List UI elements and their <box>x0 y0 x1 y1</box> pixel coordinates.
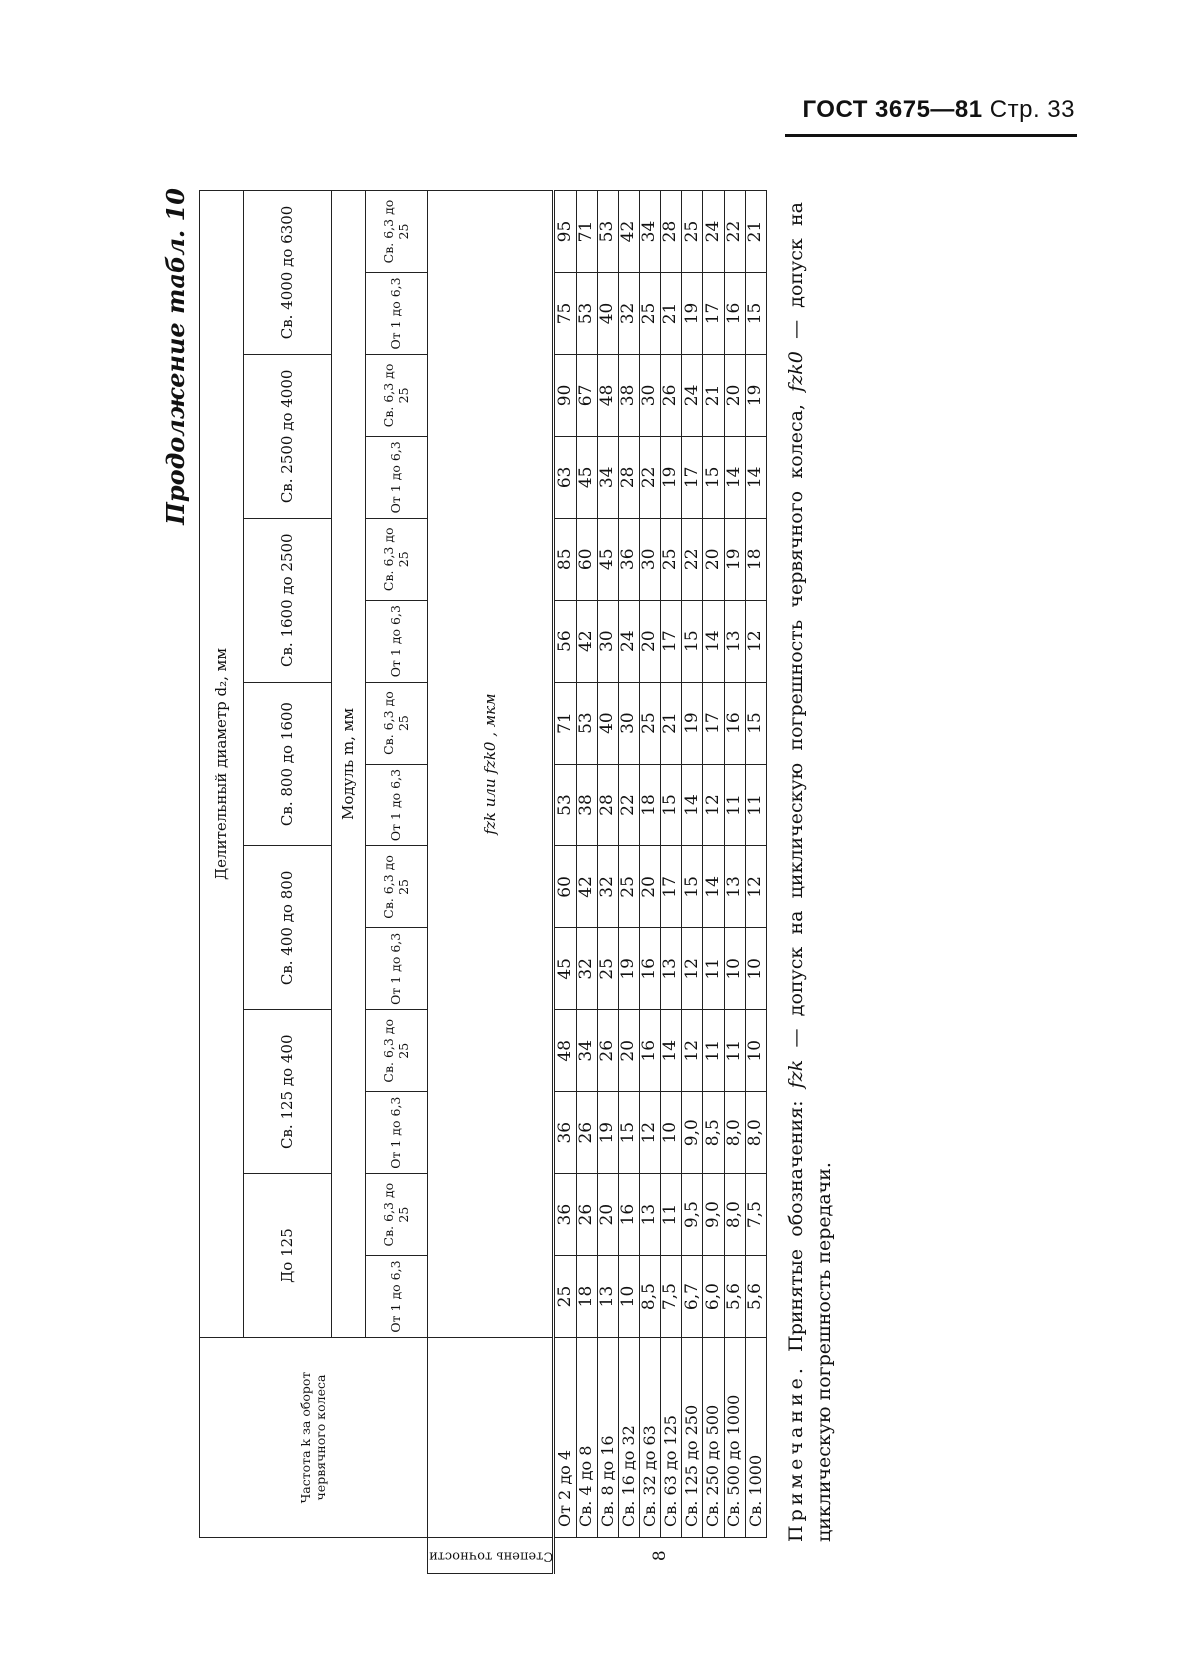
value-cell: 22 <box>618 764 639 846</box>
note-block <box>783 202 838 1542</box>
value-cell: 67 <box>576 354 597 436</box>
value-cell: 25 <box>554 1256 576 1338</box>
table-row <box>724 191 745 1574</box>
value-cell: 12 <box>745 600 766 682</box>
value-cell: 12 <box>703 764 724 846</box>
value-cell: 11 <box>703 1010 724 1092</box>
value-cell: 26 <box>597 1010 618 1092</box>
value-cell: 22 <box>639 436 660 518</box>
value-cell: 18 <box>639 764 660 846</box>
value-cell: 30 <box>639 354 660 436</box>
value-cell: 15 <box>703 436 724 518</box>
module-range-cell: От 1 до 6,3 <box>366 1256 428 1338</box>
value-cell: 36 <box>554 1174 576 1256</box>
value-cell: 14 <box>703 846 724 928</box>
degree-cell: 8 <box>554 1538 767 1574</box>
value-cell: 30 <box>639 518 660 600</box>
value-cell: 95 <box>554 191 576 273</box>
value-cell: 15 <box>682 846 703 928</box>
value-cell: 32 <box>597 846 618 928</box>
value-cell: 45 <box>554 928 576 1010</box>
table-row <box>618 191 639 1574</box>
value-cell: 7,5 <box>745 1174 766 1256</box>
value-cell: 14 <box>661 1010 682 1092</box>
value-cell: 25 <box>597 928 618 1010</box>
value-cell: 13 <box>724 600 745 682</box>
module-range-cell: Св. 6,3 до 25 <box>366 1174 428 1256</box>
value-cell: 14 <box>745 436 766 518</box>
value-cell: 63 <box>554 436 576 518</box>
freq-cell: Св. 1000 <box>745 1338 766 1538</box>
value-cell: 71 <box>554 682 576 764</box>
value-cell: 11 <box>724 764 745 846</box>
value-cell: 30 <box>597 600 618 682</box>
value-cell: 30 <box>618 682 639 764</box>
note-symbol-fzk0: fzk0 <box>785 351 807 392</box>
table-row <box>703 191 724 1574</box>
value-cell: 28 <box>597 764 618 846</box>
freq-header-cell <box>200 1338 428 1538</box>
value-cell: 38 <box>576 764 597 846</box>
value-cell: 18 <box>576 1256 597 1338</box>
value-cell: 21 <box>661 682 682 764</box>
value-cell: 48 <box>554 1010 576 1092</box>
value-cell: 53 <box>576 682 597 764</box>
unit-header-cell <box>428 191 554 1338</box>
value-cell: 42 <box>576 846 597 928</box>
freq-cell: Св. 4 до 8 <box>576 1338 597 1538</box>
table-row <box>745 191 766 1574</box>
value-cell: 15 <box>682 600 703 682</box>
value-cell: 7,5 <box>661 1256 682 1338</box>
value-cell: 16 <box>639 1010 660 1092</box>
table-row <box>682 191 703 1574</box>
diameter-range-cell: Св. 1600 до 2500 <box>244 518 332 682</box>
table-row <box>554 191 576 1574</box>
value-cell: 25 <box>639 273 660 355</box>
value-cell: 53 <box>597 191 618 273</box>
module-range-cell: От 1 до 6,3 <box>366 273 428 355</box>
freq-cell: Св. 500 до 1000 <box>724 1338 745 1538</box>
value-cell: 17 <box>682 436 703 518</box>
rotated-page-area <box>155 182 1010 1582</box>
value-cell: 17 <box>703 273 724 355</box>
page-number: Стр. 33 <box>989 96 1075 123</box>
module-header: Модуль m, мм <box>332 191 366 1338</box>
note-text-3: — допуск на циклическую погрешность передачи. <box>785 201 835 1542</box>
value-cell: 40 <box>597 273 618 355</box>
value-cell: 36 <box>618 518 639 600</box>
value-cell: 19 <box>661 436 682 518</box>
value-cell: 14 <box>724 436 745 518</box>
value-cell: 19 <box>745 354 766 436</box>
value-cell: 19 <box>682 682 703 764</box>
value-cell: 90 <box>554 354 576 436</box>
value-cell: 10 <box>618 1256 639 1338</box>
value-cell: 16 <box>618 1174 639 1256</box>
freq-cell: Св. 125 до 250 <box>682 1338 703 1538</box>
value-cell: 85 <box>554 518 576 600</box>
module-range-cell: От 1 до 6,3 <box>366 764 428 846</box>
degree-header-cell: Степень точности <box>428 1538 554 1574</box>
value-cell: 75 <box>554 273 576 355</box>
value-cell: 42 <box>576 600 597 682</box>
value-cell: 53 <box>576 273 597 355</box>
value-cell: 12 <box>682 1010 703 1092</box>
module-range-cell: Св. 6,3 до 25 <box>366 1010 428 1092</box>
value-cell: 25 <box>639 682 660 764</box>
value-cell: 38 <box>618 354 639 436</box>
value-cell: 13 <box>661 928 682 1010</box>
value-cell: 15 <box>745 682 766 764</box>
diameter-range-cell: До 125 <box>244 1174 332 1338</box>
value-cell: 25 <box>682 191 703 273</box>
value-cell: 71 <box>576 191 597 273</box>
value-cell: 25 <box>618 846 639 928</box>
value-cell: 45 <box>597 518 618 600</box>
value-cell: 16 <box>639 928 660 1010</box>
diameter-range-cell: Св. 800 до 1600 <box>244 682 332 846</box>
table-row <box>597 191 618 1574</box>
value-cell: 8,5 <box>639 1256 660 1338</box>
value-cell: 10 <box>745 1010 766 1092</box>
unit-spacer <box>428 1338 554 1538</box>
value-cell: 11 <box>745 764 766 846</box>
value-cell: 10 <box>661 1092 682 1174</box>
value-cell: 12 <box>639 1092 660 1174</box>
value-cell: 34 <box>576 1010 597 1092</box>
diameter-range-cell: Св. 125 до 400 <box>244 1010 332 1174</box>
value-cell: 20 <box>639 600 660 682</box>
value-cell: 15 <box>745 273 766 355</box>
value-cell: 19 <box>724 518 745 600</box>
value-cell: 20 <box>639 846 660 928</box>
module-range-cell: Св. 6,3 до 25 <box>366 518 428 600</box>
value-cell: 32 <box>618 273 639 355</box>
value-cell: 5,6 <box>724 1256 745 1338</box>
rotated-content <box>155 182 1010 1582</box>
unit-header: fzk или fzk0 , мкм <box>480 693 499 835</box>
note-label: Примечание. <box>785 1364 807 1542</box>
value-cell: 22 <box>724 191 745 273</box>
value-cell: 48 <box>597 354 618 436</box>
value-cell: 13 <box>724 846 745 928</box>
value-cell: 26 <box>661 354 682 436</box>
value-cell: 19 <box>682 273 703 355</box>
degree-header-spacer <box>200 1538 428 1574</box>
value-cell: 34 <box>639 191 660 273</box>
value-cell: 42 <box>618 191 639 273</box>
freq-cell: Св. 8 до 16 <box>597 1338 618 1538</box>
value-cell: 24 <box>618 600 639 682</box>
value-cell: 11 <box>703 928 724 1010</box>
diameter-header: Делительный диаметр d₂, мм <box>200 191 244 1338</box>
value-cell: 15 <box>618 1092 639 1174</box>
value-cell: 14 <box>682 764 703 846</box>
page-header <box>803 96 1075 124</box>
value-cell: 13 <box>597 1256 618 1338</box>
module-range-cell: Св. 6,3 до 25 <box>366 191 428 273</box>
value-cell: 20 <box>724 354 745 436</box>
value-cell: 20 <box>618 1010 639 1092</box>
freq-cell: Св. 16 до 32 <box>618 1338 639 1538</box>
value-cell: 25 <box>661 518 682 600</box>
value-cell: 5,6 <box>745 1256 766 1338</box>
diameter-range-cell: Св. 2500 до 4000 <box>244 354 332 518</box>
value-cell: 24 <box>703 191 724 273</box>
value-cell: 45 <box>576 436 597 518</box>
value-cell: 32 <box>576 928 597 1010</box>
value-cell: 17 <box>703 682 724 764</box>
value-cell: 8,0 <box>745 1092 766 1174</box>
value-cell: 19 <box>618 928 639 1010</box>
value-cell: 28 <box>618 436 639 518</box>
table-row <box>576 191 597 1574</box>
table-continuation-label: Продолжение табл. 10 <box>161 188 190 525</box>
value-cell: 21 <box>745 191 766 273</box>
value-cell: 20 <box>597 1174 618 1256</box>
value-cell: 12 <box>682 928 703 1010</box>
standard-number: ГОСТ 3675—81 <box>802 96 983 123</box>
value-cell: 26 <box>576 1174 597 1256</box>
value-cell: 8,0 <box>724 1174 745 1256</box>
value-cell: 9,0 <box>682 1092 703 1174</box>
value-cell: 19 <box>597 1092 618 1174</box>
freq-cell: Св. 32 до 63 <box>639 1338 660 1538</box>
value-cell: 28 <box>661 191 682 273</box>
freq-cell: Св. 250 до 500 <box>703 1338 724 1538</box>
value-cell: 21 <box>661 273 682 355</box>
value-cell: 10 <box>745 928 766 1010</box>
module-range-cell: От 1 до 6,3 <box>366 1092 428 1174</box>
module-range-cell: Св. 6,3 до 25 <box>366 846 428 928</box>
value-cell: 9,0 <box>703 1174 724 1256</box>
value-cell: 17 <box>661 846 682 928</box>
freq-cell: Св. 63 до 125 <box>661 1338 682 1538</box>
value-cell: 16 <box>724 682 745 764</box>
table-row <box>639 191 660 1574</box>
value-cell: 6,7 <box>682 1256 703 1338</box>
diameter-range-cell: Св. 400 до 800 <box>244 846 332 1010</box>
value-cell: 13 <box>639 1174 660 1256</box>
value-cell: 8,0 <box>724 1092 745 1174</box>
value-cell: 26 <box>576 1092 597 1174</box>
value-cell: 6,0 <box>703 1256 724 1338</box>
table-row <box>661 191 682 1574</box>
value-cell: 11 <box>724 1010 745 1092</box>
value-cell: 8,5 <box>703 1092 724 1174</box>
module-range-cell: От 1 до 6,3 <box>366 436 428 518</box>
value-cell: 11 <box>661 1174 682 1256</box>
value-cell: 17 <box>661 600 682 682</box>
table-body <box>200 191 767 1574</box>
value-cell: 21 <box>703 354 724 436</box>
freq-cell: От 2 до 4 <box>554 1338 576 1538</box>
note-text-2: — допуск на циклическую погрешность червячного колеса, <box>785 404 807 1048</box>
note-text-1: Принятые обозначения: <box>785 1100 807 1352</box>
module-range-cell: От 1 до 6,3 <box>366 600 428 682</box>
tolerance-table <box>199 190 767 1574</box>
value-cell: 40 <box>597 682 618 764</box>
value-cell: 56 <box>554 600 576 682</box>
value-cell: 15 <box>661 764 682 846</box>
module-range-cell: Св. 6,3 до 25 <box>366 354 428 436</box>
value-cell: 53 <box>554 764 576 846</box>
value-cell: 18 <box>745 518 766 600</box>
header-rule <box>785 134 1077 137</box>
freq-header: Частота k за оборот червячного колеса <box>298 1371 328 1504</box>
value-cell: 34 <box>597 436 618 518</box>
value-cell: 20 <box>703 518 724 600</box>
value-cell: 60 <box>576 518 597 600</box>
module-range-cell: От 1 до 6,3 <box>366 928 428 1010</box>
value-cell: 12 <box>745 846 766 928</box>
value-cell: 22 <box>682 518 703 600</box>
diameter-range-cell: Св. 4000 до 6300 <box>244 191 332 355</box>
note-symbol-fzk: fzk <box>785 1059 807 1089</box>
value-cell: 36 <box>554 1092 576 1174</box>
value-cell: 60 <box>554 846 576 928</box>
value-cell: 24 <box>682 354 703 436</box>
value-cell: 10 <box>724 928 745 1010</box>
module-range-cell: Св. 6,3 до 25 <box>366 682 428 764</box>
value-cell: 16 <box>724 273 745 355</box>
value-cell: 14 <box>703 600 724 682</box>
value-cell: 9,5 <box>682 1174 703 1256</box>
